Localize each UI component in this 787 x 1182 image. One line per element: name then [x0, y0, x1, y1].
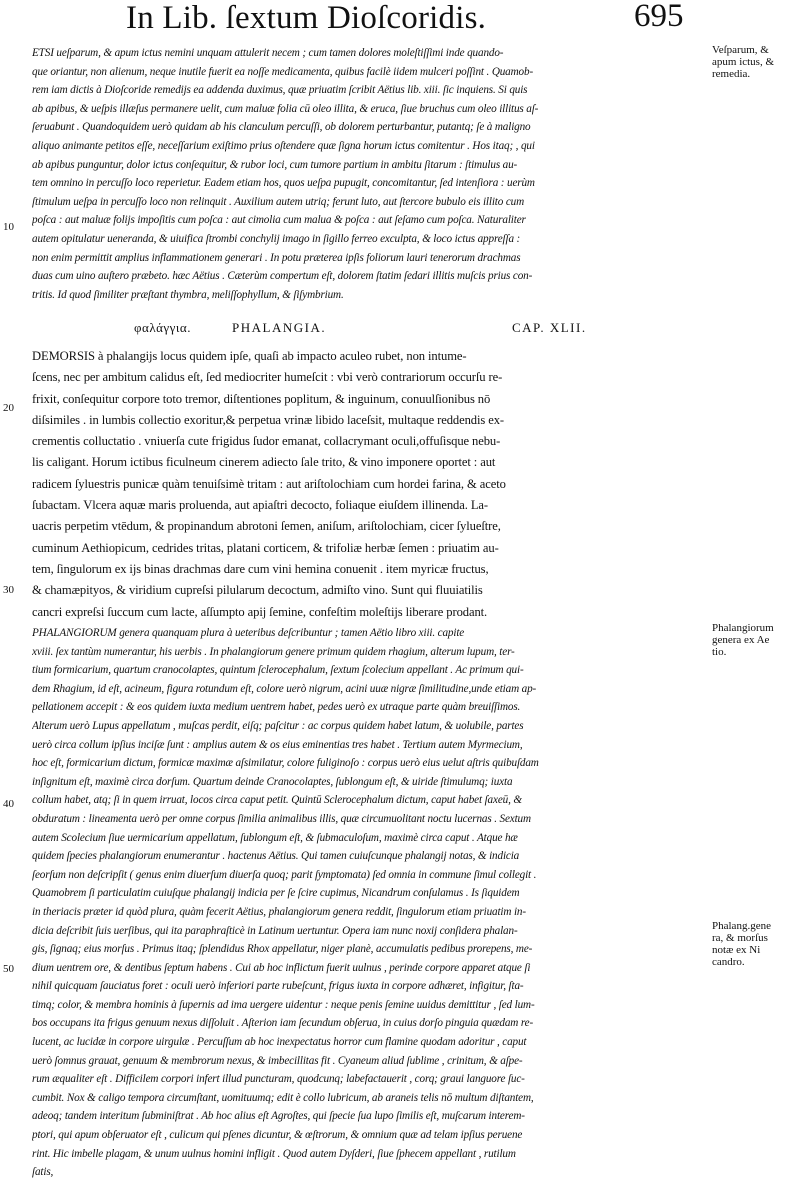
text-line: dium uentrem ore, & dentibus ſeptum habens . Cui ab hoc inflictum fuerit uulnus , perinde corpore apparet atque ſi: [32, 961, 531, 974]
text-line: tritis. Id quod ſimiliter præſtant thymbra, meliſſophyllum, & ſiſymbrium.: [32, 288, 344, 301]
paragraph-wasp-remedies: [32, 44, 704, 304]
text-line: ptori, qui apum obſeruator eſt , culicum qui pſenes dicuntur, & œſtrorum, & omnium quæ ad telam ipſius peruene: [32, 1129, 523, 1142]
margin-note-line: apum ictus, &: [712, 56, 775, 68]
text-line: ſatis,: [32, 1166, 54, 1179]
text-line: ETSI ueſparum, & apum ictus nemini unquam attulerit necem ; cum tamen dolores moleſtiſſimi inde quando-: [32, 47, 504, 59]
text-line: collum habet, atq; ſi in quem irruat, locos circa caput petit. Quintū Sclerocephalum dictum, caput habet ſaxeū, &: [32, 794, 522, 807]
line-number: 30: [3, 584, 14, 596]
text-line: timq; color, & membra hominis à ſupernis ad ima uergere uidentur : neque penis ſemine uuidus demittitur , ſed lum-: [32, 998, 535, 1011]
margin-note-wasps: [712, 44, 787, 80]
margin-note-line: remedia.: [712, 68, 751, 80]
text-line: rem iam dictis à Dioſcoride remedijs ea addenda duximus, quæ priuatim ſcribit Aëtius lib. xiii. ſic inquiens. Si quis: [32, 84, 528, 97]
text-line: tem omnino in percuſſo loco reperietur. Eadem etiam hos, quos ueſpa pupugit, concomitantur, ſed intenſiora : uerùm: [32, 177, 535, 190]
text-line: uerò circa collum ipſius inciſæ ſunt : amplius autem & os eius eminentias tres habet . Tertium autem Myrmecium,: [32, 738, 523, 751]
text-line: hoc eſt, formicarium dictum, formicæ maximæ aſsimilatur, colore fuliginoſo : corpus uerò eius uelut aſtris quibuſdam: [32, 757, 539, 770]
text-line: crementis colluctatio . vniuerſa cute frigidus ſudor emanat, collacrymant oculi,offuſisque nebu-: [32, 434, 501, 449]
running-title: In Lib. ſextum Dioſcoridis.: [126, 0, 487, 36]
text-line: Alterum uerò Lupus appellatum , muſcas perdit, eiſq; paſcitur : ac corpus quidem habet latum, & uolubile, partes: [32, 719, 524, 732]
text-line: bos occupans ita frigus genuum nexus diſſoluit . Aſterion iam ſecundum obſerua, in cuius dorſo pinguia quædam re-: [32, 1017, 534, 1030]
main-text-column: [32, 0, 704, 1182]
text-line: dicia deſcribit ſuis uerſibus, qui ita paraphraſticè in Latinum uertuntur. Opera iam nunc noxij conſidera phalan-: [32, 924, 518, 937]
margin-note-line: notæ ex Ni: [712, 944, 761, 956]
text-line: ſubactam. Vlcera aquæ maris proluenda, aut apiaſtri decocto, foliaque eiuſdem illinenda. La-: [32, 498, 489, 513]
line-number: 10: [3, 221, 14, 233]
chapter-latin-title: PHALANGIA.: [232, 320, 327, 335]
text-line: dem Rhagium, id eſt, acineum, figura rotundum eſt, colore uerò nigrum, acini uuæ nigræ ſimilitudine,unde etiam ap-: [32, 682, 537, 695]
text-line: poſca : aut maluæ folijs impoſitis cum poſca : aut cimolia cum malua & poſca : aut ſeſamo cum poſca. Naturaliter: [32, 214, 526, 227]
margin-note-line: tio.: [712, 646, 727, 658]
text-line: Quamobrem ſi particulatim cuiuſque phalangij indicia per ſe ſcire cupimus, Nicandrum conſulamus . Is ſiquidem: [32, 887, 520, 900]
line-number: 50: [3, 963, 14, 975]
text-line: diſsimiles . in lumbis collectio exoritur,& perpetua vrinæ libido laceſsit, multaque reddendis ex-: [32, 412, 505, 427]
text-line: ſtimulum ueſpa in percuſſo loco non relinquit . Auxilium autem utriq; ferunt luto, aut ſtercore bubulo eis illito cum: [32, 195, 525, 208]
text-line: que oriantur, non alienum, neque inutile fuerit ea noſſe medicamenta, quibus facilè iidem mulceri poſſint . Quamob-: [32, 65, 534, 78]
text-line: autem Scolecium ſiue uermicarium appellatum, ſublongum eſt, & ſubmaculoſum, maximè circa caput . Atque hæ: [32, 831, 518, 844]
text-line: ſeorſum non deſcripſit ( genus enim diuerſum diuerſa quoq; parit ſymptomata) ſed omnia in commune ſimul collegit .: [32, 868, 537, 881]
text-line: radicem ſyluestris punicæ quàm tenuiſsimè tritam : aut ariſtolochiam cum hordei farina, & aceto: [32, 476, 506, 491]
text-line: inſignitum eſt, maximè circa dorſum. Quartum deinde Cranocolaptes, ſublongum eſt, & uiride ſtimulumq; iuxta: [32, 775, 513, 788]
text-line: PHALANGIORUM genera quanquam plura à ueteribus deſcribuntur ; tamen Aëtio libro xiii. capite: [32, 627, 465, 639]
text-line: lucent, ac lucidæ in corpore uirgulæ . Percuſſum ab hoc inexpectatus horror cum flamine quodam adoritur , caput: [32, 1036, 527, 1049]
text-line: cancri expreſsi ſuccum cum lacte, aſſumpto apij ſemine, confeſtim moleſtijs liberare prodant.: [32, 604, 488, 619]
text-line: ſeruabunt . Quandoquidem uerò quidam ab his clanculum percuſſi, ob dolorem perturbantur, putantq; ſe à maligno: [32, 121, 531, 134]
text-line: autem opitulatur ueneranda, & uiuifica ſtrombi conchylij imago in ſigillo ferreo exculpta, & loco ictus appreſſa :: [32, 232, 521, 245]
text-line: lis caligant. Horum ictibus ficulneum cinerem adiecto ſale trito, & vino imponere oportet : aut: [32, 455, 496, 470]
margin-note-line: candro.: [712, 956, 745, 968]
margin-note-line: genera ex Ae: [712, 634, 770, 646]
text-line: pellationem accepit : & eos quidem iuxta medium uentrem habet, pedes uerò ex utraque parte quàm breuiſſimos.: [32, 701, 521, 714]
text-line: nihil quicquam ſauciatus foret : oculi uerò inferiori parte rubeſcunt, frigus iuxta in corpore adhæret, infigitur, ſta-: [32, 980, 524, 993]
margin-note-line: Phalang.gene: [712, 920, 771, 932]
text-line: quidem ſpecies phalangiorum enumerantur . hactenus Aëtius. Qui tamen cuiuſcunque phalangij notas, & indicia: [32, 850, 520, 863]
text-line: cumbit. Nox & caligo tempora circumſtant, uomituumq; edit è collo lubricum, ab araneis telis nō multum diſtantem,: [32, 1091, 534, 1104]
line-number: 20: [3, 402, 14, 414]
chapter-heading: [32, 316, 704, 340]
paragraph-phalangia-bites: [32, 346, 704, 623]
margin-note-line: Phalangiorum: [712, 622, 774, 634]
chapter-greek-title: φαλάγγια.: [134, 320, 191, 335]
text-line: tem, ſingulorum ex ijs binas drachmas dare cum vini hemina conuenit . item myricæ fructus,: [32, 561, 489, 576]
text-line: xviii. ſex tantùm numerantur, his uerbis . In phalangiorum genere primum quidem rhagium, alterum lupum, ter-: [32, 645, 515, 658]
text-line: ſcens, nec per ambitum calidus eſt, ſed mediocriter humeſcit : vbi verò contrariorum occurſu re-: [32, 370, 503, 385]
text-line: obduratum : lineamenta uerò per omne corpus ſimilia animalibus illis, quæ circumuolitant noctu lucernas . Sextum: [32, 812, 531, 825]
text-line: gis, ſignaq; eius morſus . Primus itaq; ſplendidus Rhox appellatur, niger planè, accumulatis pedibus prorepens, me-: [32, 943, 533, 956]
text-line: rint. Hic imbelle plagam, & unum uulnus homini infligit . Quod autem Dyſderi, ſiue ſphecem appellant , rutilum: [32, 1147, 516, 1160]
margin-note-line: ra, & morſus: [712, 932, 768, 944]
chapter-number: CAP. XLII.: [512, 320, 587, 335]
text-line: non enim permittit amplius inflammationem generari . In potu præterea ipſis foliorum lauri tenerorum drachmas: [32, 251, 521, 264]
text-line: uacris perpetim vtēdum, & propinandum abrotoni ſemen, aniſum, ariſtolochiam, cicer ſylueſtre,: [32, 519, 501, 534]
text-line: rum æqualiter eſt . Difficilem corpori infert illud puncturam, quodcunq; labefactauerit , corq; graui languore ſuc-: [32, 1073, 525, 1086]
text-line: DEMORSIS à phalangijs locus quidem ipſe, quaſi ab impacto aculeo rubet, non intume-: [32, 349, 467, 363]
text-line: duas cum uino auſtero præbeto. hæc Aëtius . Cæterùm compertum eſt, dolorem ſtatim ſedari illitis muſcis prius con-: [32, 270, 533, 283]
text-line: ab apibus, & ueſpis illæſus permanere uelit, cum maluæ folia cū oleo illita, & eruca, ſiue bruchus cum oleo illitus aſ-: [32, 102, 539, 115]
text-line: in theriacis præter id quòd plura, quàm fecerit Aëtius, phalangiorum genera reddit, ſingulorum etiam priuatim in-: [32, 905, 526, 918]
paragraph-phalangia-genera: [32, 624, 704, 1182]
text-line: cuminum Aethiopicum, cedrides tritas, platani corticem, & trifoliæ herbæ ſemen : priuatim au-: [32, 540, 499, 555]
text-line: uerò ſomnus grauat, genuum & membrorum nexus, & imbecillitas fit . Cyaneum aliud ſublime , crinitum, & aſpe-: [32, 1054, 523, 1067]
margin-note-phalangia-genera: [712, 622, 787, 658]
text-line: ab apibus punguntur, dolor ictus conſequitur, & rubor loci, cum tumore partium in ambitu ſitarum : ſtimulus au-: [32, 158, 518, 171]
text-line: tium formicarium, quartum cranocolaptes, quintum ſclerocephalum, ſextum ſcolecium appellant . Ac primum qui-: [32, 664, 524, 677]
text-line: frixit, conſequitur corpore toto tremor, diſtentiones poplitum, & inguinum, conuulſionibus nō: [32, 391, 491, 406]
margin-note-line: Veſparum, &: [712, 44, 769, 56]
line-number: 40: [3, 798, 14, 810]
page-number: 695: [634, 0, 684, 34]
text-line: aliquo animante petitos eſſe, neceſſarium exiſtimo prius oſtendere quæ ſigna horum ictus comitentur . Hos itaq; , qui: [32, 139, 535, 152]
text-line: adeoq; tandem interitum ſubminiſtrat . Ab hoc alius eſt Agroſtes, qui ſpecie ſua lupo ſimilis eſt, muſcarum interem-: [32, 1110, 525, 1123]
margin-note-nicander: [712, 920, 787, 968]
text-line: & chamæpityos, & viridium cupreſsi pilularum decoctum, admiſto vino. Sunt qui fluuiatilis: [32, 583, 483, 598]
